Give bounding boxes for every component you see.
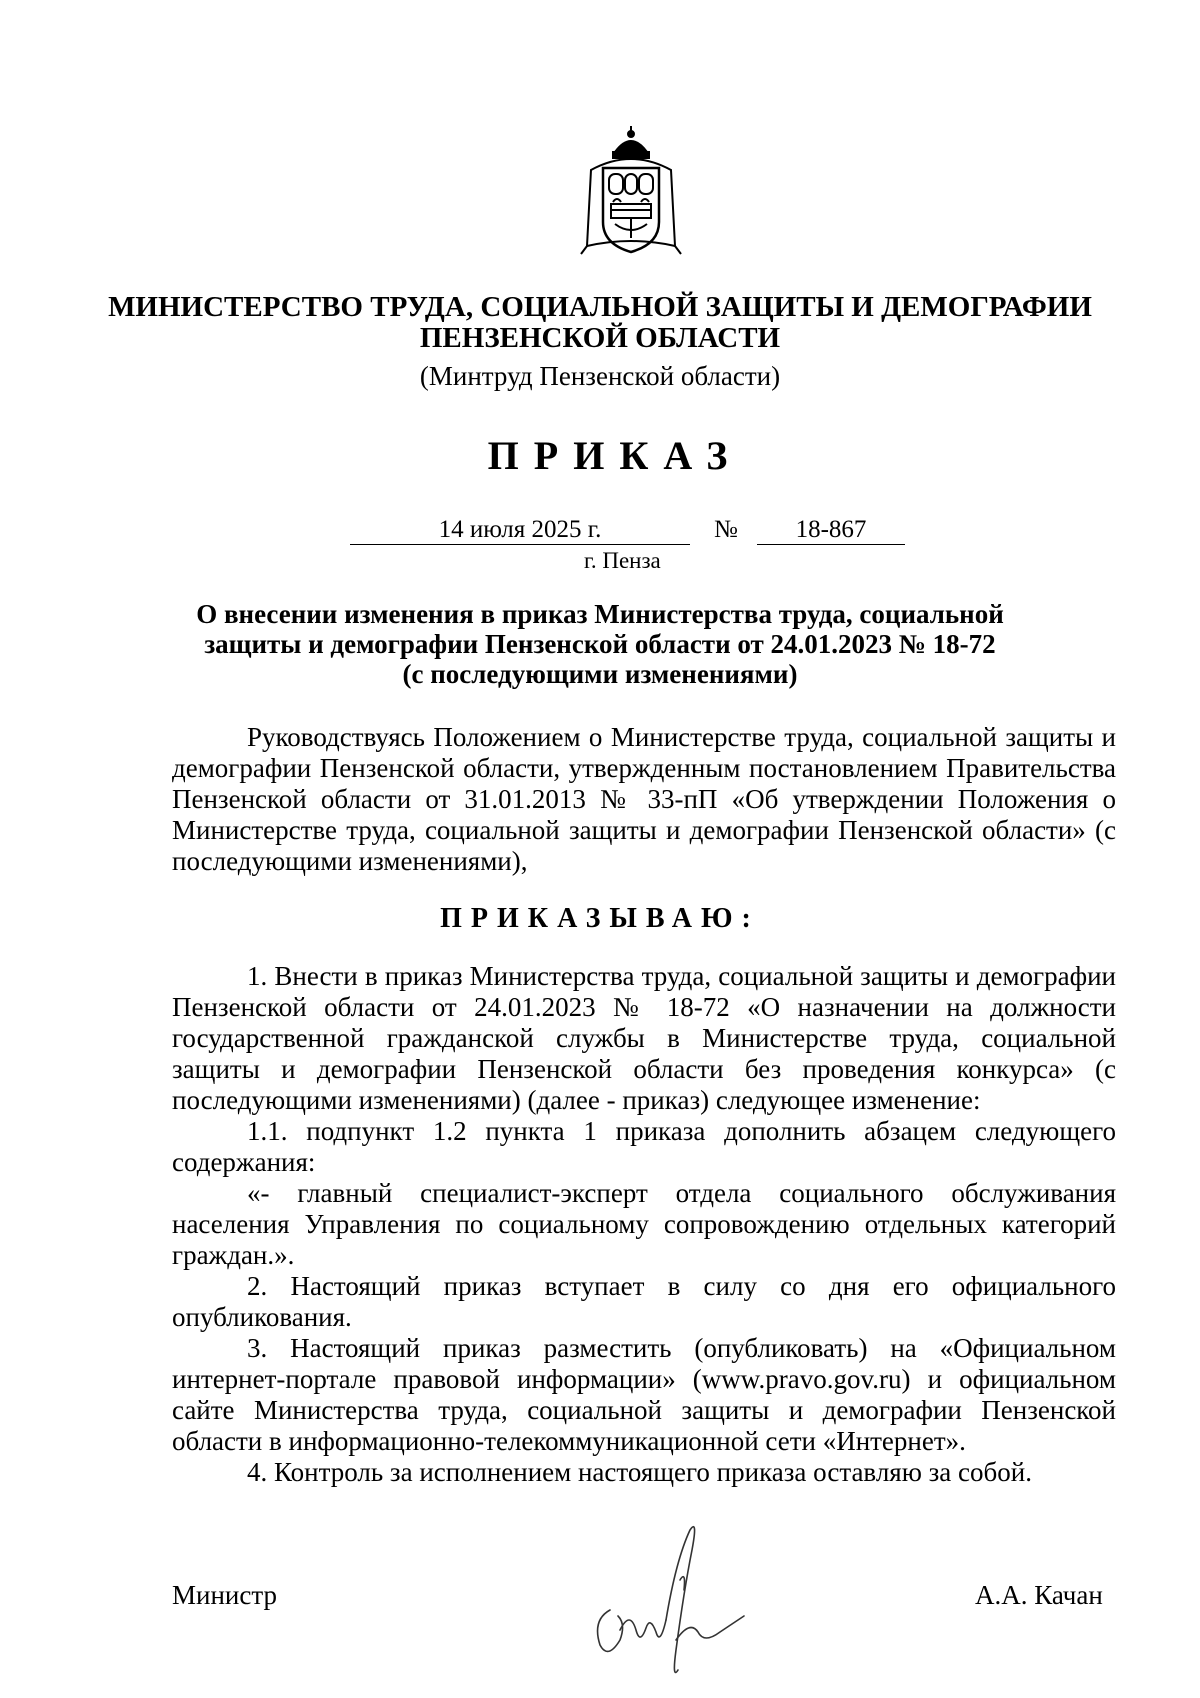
ministry-name bbox=[0, 292, 1200, 354]
order-date: 14 июля 2025 г. bbox=[350, 516, 690, 545]
order-number: 18-867 bbox=[757, 516, 905, 545]
signature-icon bbox=[580, 1520, 750, 1690]
number-sign: № bbox=[714, 516, 738, 543]
item-1-1-text: «- главный специалист-эксперт отдела социального обслуживания населения Управления по социальному сопровождению отдельных категорий граждан.». bbox=[172, 1178, 1116, 1270]
item-1-1: 1.1. подпункт 1.2 пункта 1 приказа дополнить абзацем следующего содержания: bbox=[172, 1116, 1116, 1177]
item-1: 1. Внести в приказ Министерства труда, социальной защиты и демографии Пензенской области от 24.01.2023 № 18-72 «О назначении на должности государственной гражданской службы в Министерстве труда, социальной защиты и демографии Пензенской области без проведения конкурса» (с последующими изменениями) (далее - приказ) следующее изменение: bbox=[172, 961, 1116, 1115]
subject-line2: защиты и демографии Пензенской области от 24.01.2023 № 18-72 bbox=[204, 629, 996, 659]
decree-word: ПРИКАЗЫВАЮ: bbox=[440, 903, 760, 934]
signatory-position: Министр bbox=[172, 1580, 277, 1610]
preamble bbox=[172, 722, 1116, 877]
order-subject bbox=[0, 599, 1200, 689]
coat-of-arms-icon bbox=[577, 126, 685, 262]
order-city: г. Пенза bbox=[584, 548, 661, 573]
item-2: 2. Настоящий приказ вступает в силу со дня его официального опубликования. bbox=[172, 1271, 1116, 1332]
preamble-paragraph: Руководствуясь Положением о Министерстве труда, социальной защиты и демографии Пензенской области, утвержденным постановлением Правительства Пензенской области от 31.01.2013 № 33-пП «Об утверждении Положения о Министерстве труда, социальной защиты и демографии Пензенской области» (с последующими изменениями), bbox=[172, 722, 1116, 876]
ministry-name-line1: МИНИСТЕРСТВО ТРУДА, СОЦИАЛЬНОЙ ЗАЩИТЫ И ДЕМОГРАФИИ bbox=[108, 291, 1092, 323]
subject-line3: (с последующими изменениями) bbox=[402, 659, 798, 689]
ministry-short-name: (Минтруд Пензенской области) bbox=[419, 361, 781, 391]
subject-line1: О внесении изменения в приказ Министерства труда, социальной bbox=[196, 599, 1004, 629]
item-4: 4. Контроль за исполнением настоящего приказа оставляю за собой. bbox=[247, 1457, 1032, 1487]
item-3: 3. Настоящий приказ разместить (опубликовать) на «Официальном интернет-портале правовой информации» (www.pravo.gov.ru) и официальном сайте Министерства труда, социальной защиты и демографии Пензенской области в информационно-телекоммуникационной сети «Интернет». bbox=[172, 1333, 1116, 1456]
order-title: ПРИКАЗ bbox=[487, 433, 743, 478]
ministry-name-line2: ПЕНЗЕНСКОЙ ОБЛАСТИ bbox=[419, 322, 781, 354]
order-items bbox=[172, 961, 1116, 1488]
signatory-name: А.А. Качан bbox=[975, 1580, 1103, 1610]
